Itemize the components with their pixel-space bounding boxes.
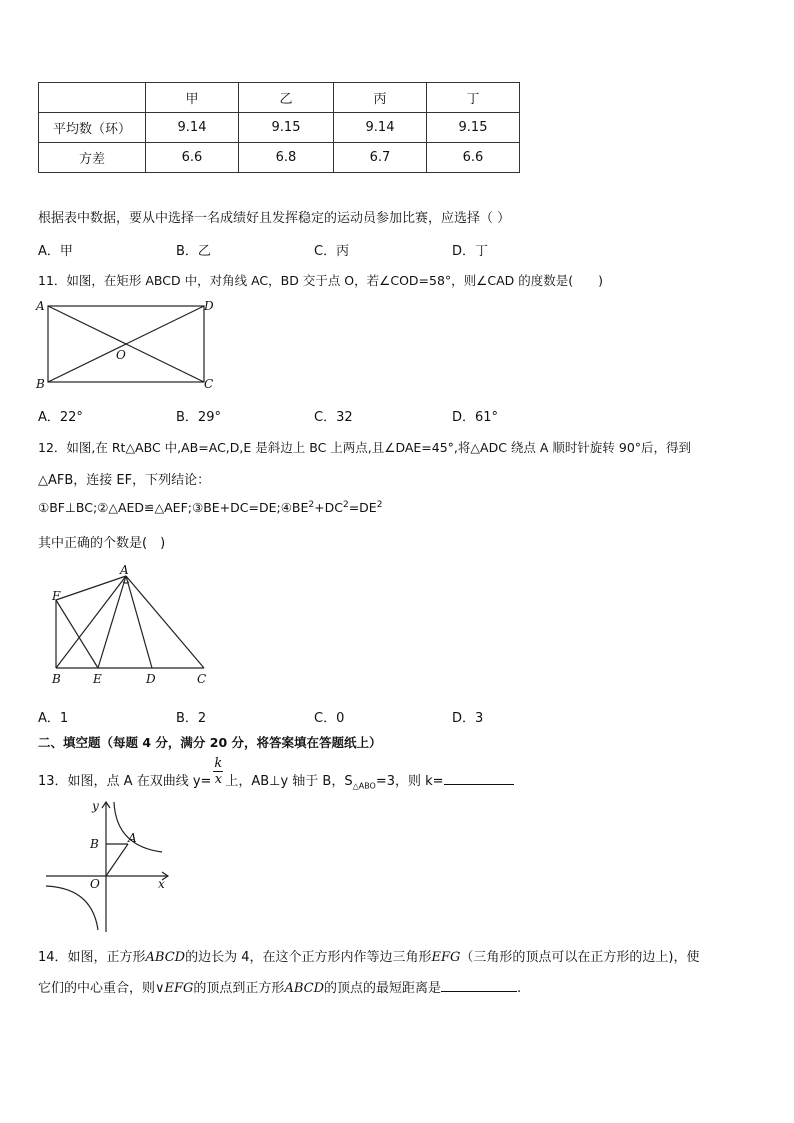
table-header-cell: 甲 [146,83,239,113]
table-cell: 9.14 [334,113,427,143]
label-e: E [93,672,102,686]
q11-option-c: C．32 [314,410,353,425]
hyperbola-figure [44,796,176,936]
table-cell: 6.6 [427,143,520,173]
label-o: O [116,348,126,362]
q12-option-c: C．0 [314,711,345,726]
label-f: F [52,589,61,603]
table-row [39,143,520,173]
label-c: C [197,672,207,686]
label-o: O [90,877,100,891]
rectangle-figure [34,296,224,396]
table-header-cell: 乙 [239,83,334,113]
label-d: D [204,299,214,313]
table-header-cell [39,83,146,113]
label-b: B [36,377,45,391]
label-a: A [128,831,137,845]
q11-option-b: B．29° [176,410,221,425]
q12-stem-line1: 12．如图,在 Rt△ABC 中,AB=AC,D,E 是斜边上 BC 上两点,且∠DAE=45°,将△ADC 绕点 A 顺时针旋转 90°后，得到 [38,440,692,455]
answer-blank[interactable] [444,770,514,785]
score-table [38,82,520,173]
q10-option-b: B．乙 [176,244,211,259]
q10-option-a: A．甲 [38,244,73,259]
label-x: x [158,877,165,891]
q14-line2: 它们的中心重合，则∨EFG的顶点到正方形ABCD的顶点的最短距离是 . [38,977,521,996]
label-a: A [36,299,45,313]
q11-option-d: D．61° [452,410,499,425]
table-header-cell: 丁 [427,83,520,113]
q10-stem: 根据表中数据，要从中选择一名成绩好且发挥稳定的运动员参加比赛，应选择（ ） [38,211,511,226]
triangle-figure [46,562,216,688]
table-cell: 9.14 [146,113,239,143]
label-a: A [120,563,129,577]
row-label: 平均数（环） [39,113,146,143]
q10-option-d: D．丁 [452,244,489,259]
table-header-cell: 丙 [334,83,427,113]
q12-option-b: B．2 [176,711,207,726]
q13-stem: 13．如图，点 A 在双曲线 y= $\frac{k}{x}$ 上，AB⊥y 轴于 B，$S_{\triangle ABO}=3$，则 k= [38,756,514,792]
table-header-row [39,83,520,113]
q11-stem: 11．如图，在矩形 ABCD 中，对角线 AC，BD 交于点 O，若∠COD=58°，则∠CAD 的度数是( ) [38,273,603,288]
label-d: D [146,672,156,686]
label-c: C [204,377,214,391]
table-row [39,113,520,143]
q12-option-a: A．1 [38,711,69,726]
row-label: 方差 [39,143,146,173]
q12-option-d: D．3 [452,711,484,726]
q14-line1: 14．如图，正方形ABCD的边长为 4，在这个正方形内作等边三角形EFG（三角形的顶点可以在正方形的边上)，使 [38,950,700,965]
table-cell: 9.15 [427,113,520,143]
table-cell: 9.15 [239,113,334,143]
table-cell: 6.6 [146,143,239,173]
label-b: B [90,837,99,851]
q12-conclusions: $①BF\perp BC;②\triangle AED≌\triangle AEF;③BE+DC=DE;④BE^2+DC^2=DE^2$ [38,500,383,516]
q11-option-a: A．22° [38,410,83,425]
q12-ask: 其中正确的个数是( ) [38,536,166,551]
table-cell: 6.7 [334,143,427,173]
label-b: B [52,672,61,686]
q10-option-c: C．丙 [314,244,350,259]
label-y: y [92,799,99,813]
answer-blank[interactable] [441,977,517,992]
section-heading: 二、填空题（每题 4 分，满分 20 分，将答案填在答题纸上） [38,735,382,750]
fraction: $\frac{k}{x}$ [214,756,223,787]
table-cell: 6.8 [239,143,334,173]
q12-stem-line2: △AFB，连接 EF，下列结论： [38,473,211,488]
